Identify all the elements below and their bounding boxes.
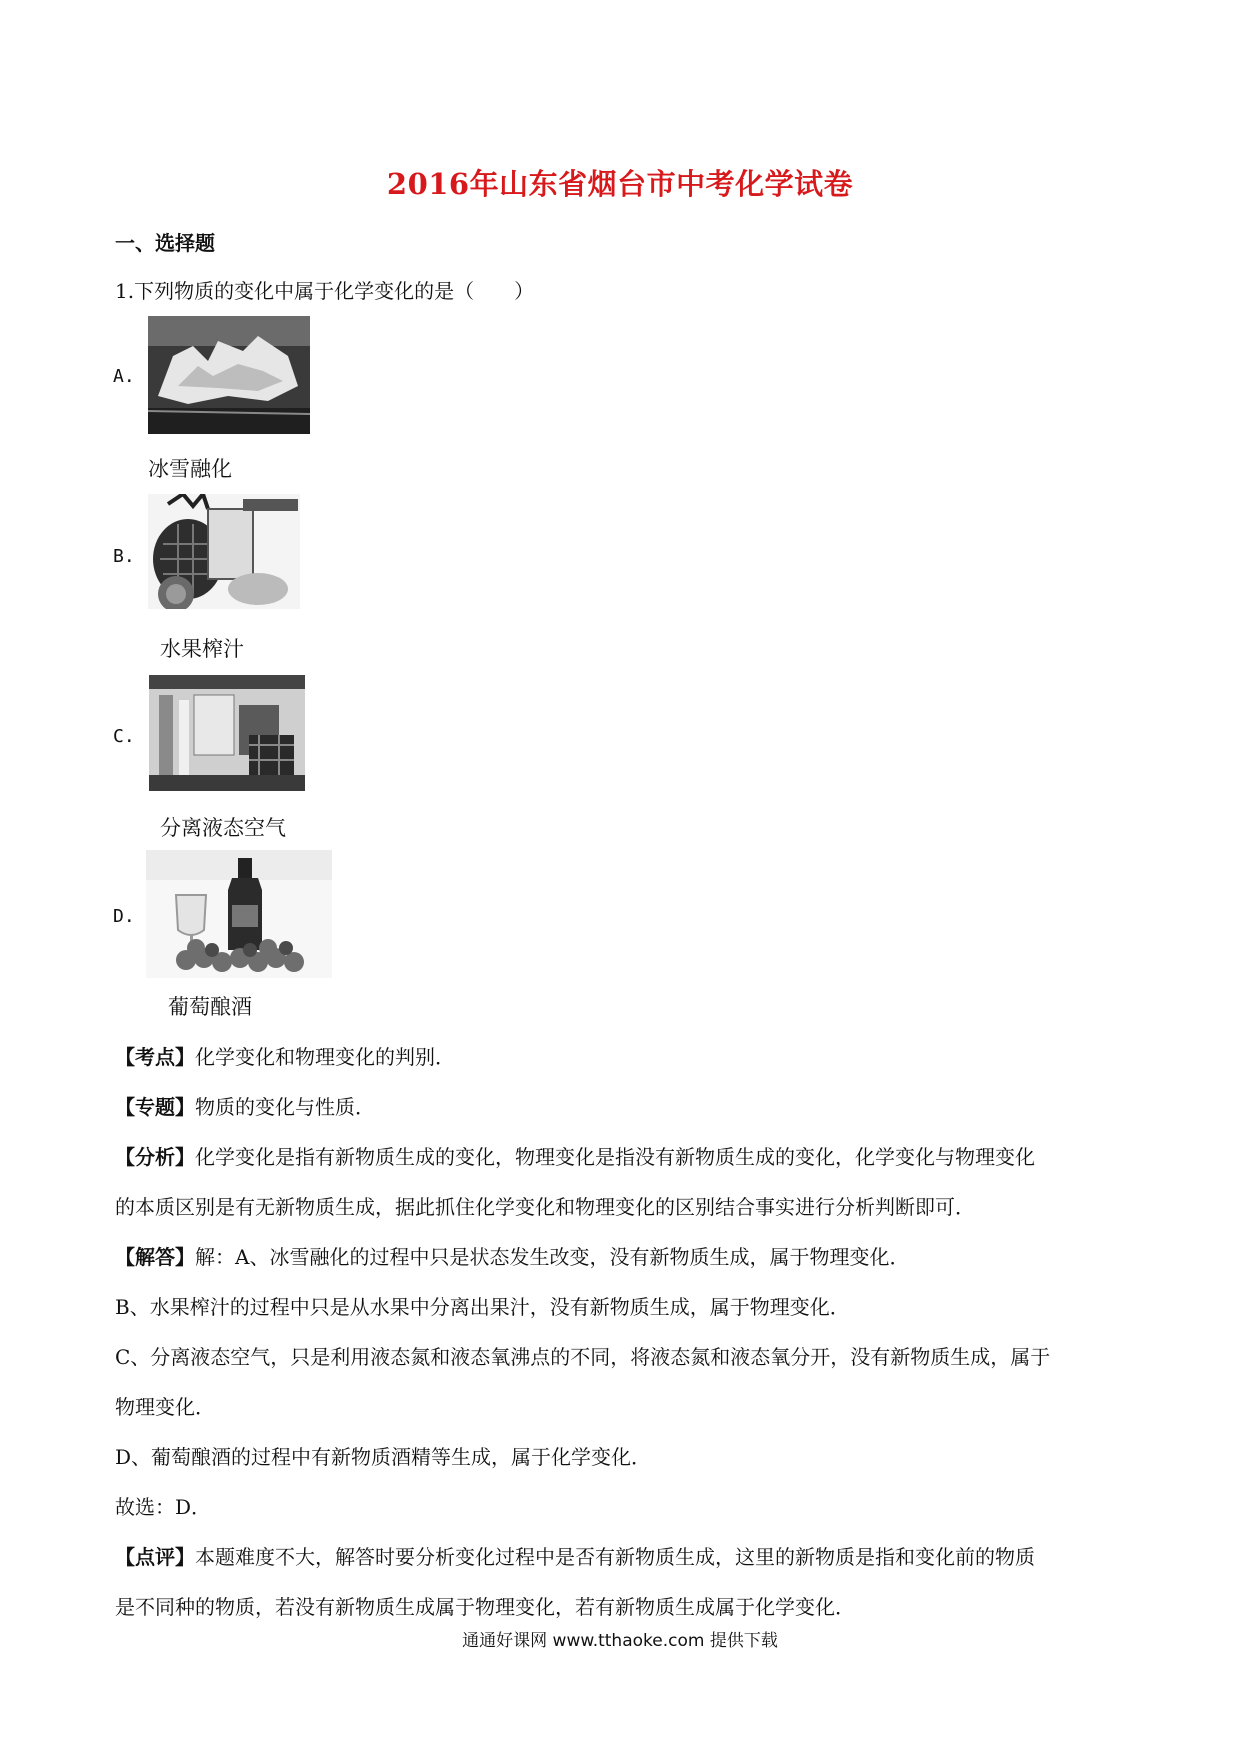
jieda-line-4: 物理变化． — [115, 1395, 215, 1419]
question-stem: 1.下列物质的变化中属于化学变化的是（ ） — [115, 279, 535, 303]
fenxi-text-1: 化学变化是指有新物质生成的变化，物理变化是指没有新物质生成的变化，化学变化与物理变化 — [195, 1145, 1035, 1169]
fenxi-tag: 【分析】 — [115, 1145, 195, 1169]
dianping-tag: 【点评】 — [115, 1545, 195, 1569]
zhuanti-text: 物质的变化与性质． — [195, 1095, 375, 1119]
section-heading: 一、选择题 — [115, 231, 215, 255]
dianping-text-1: 本题难度不大，解答时要分析变化过程中是否有新物质生成，这里的新物质是指和变化前的物质 — [195, 1545, 1035, 1569]
kaodian-text: 化学变化和物理变化的判别． — [195, 1045, 455, 1069]
kaodian-tag: 【考点】 — [115, 1045, 195, 1069]
option-d-image — [146, 850, 332, 978]
page-title: 2016年山东省烟台市中考化学试卷 — [386, 167, 854, 201]
dianping-line-1 — [115, 1532, 1135, 1582]
option-d-letter: D. — [113, 906, 135, 927]
kaodian-line — [115, 1032, 1135, 1082]
option-a-image — [148, 316, 310, 434]
option-b-letter: B. — [113, 546, 135, 567]
jieda-line-3: C、分离液态空气，只是利用液态氮和液态氧沸点的不同，将液态氮和液态氧分开，没有新物质生成，属于 — [115, 1345, 1051, 1369]
option-a-caption: 冰雪融化 — [148, 457, 232, 481]
jieda-line-5: D、葡萄酿酒的过程中有新物质酒精等生成，属于化学变化． — [115, 1445, 652, 1469]
answer-line: 故选：D． — [115, 1495, 212, 1519]
jieda-text-1: 解：A、冰雪融化的过程中只是状态发生改变，没有新物质生成，属于物理变化． — [195, 1245, 910, 1269]
option-c-caption: 分离液态空气 — [160, 816, 286, 840]
zhuanti-tag: 【专题】 — [115, 1095, 195, 1119]
fenxi-line-1 — [115, 1132, 1135, 1182]
fenxi-line-2: 的本质区别是有无新物质生成，据此抓住化学变化和物理变化的区别结合事实进行分析判断即可． — [115, 1195, 975, 1219]
jieda-tag: 【解答】 — [115, 1245, 195, 1269]
option-c-image — [149, 675, 305, 791]
option-b-caption: 水果榨汁 — [160, 637, 244, 661]
option-d-caption: 葡萄酿酒 — [168, 995, 252, 1019]
option-a-letter: A. — [113, 366, 135, 387]
analysis-block — [115, 1032, 1135, 1632]
page-footer: 通通好课网 www.tthaoke.com 提供下载 — [462, 1631, 778, 1651]
jieda-line-2: B、水果榨汁的过程中只是从水果中分离出果汁，没有新物质生成，属于物理变化． — [115, 1295, 850, 1319]
zhuanti-line — [115, 1082, 1135, 1132]
dianping-line-2: 是不同种的物质，若没有新物质生成属于物理变化，若有新物质生成属于化学变化． — [115, 1595, 855, 1619]
option-b-image — [148, 494, 300, 609]
jieda-line-1 — [115, 1232, 1135, 1282]
option-c-letter: C. — [113, 726, 135, 747]
